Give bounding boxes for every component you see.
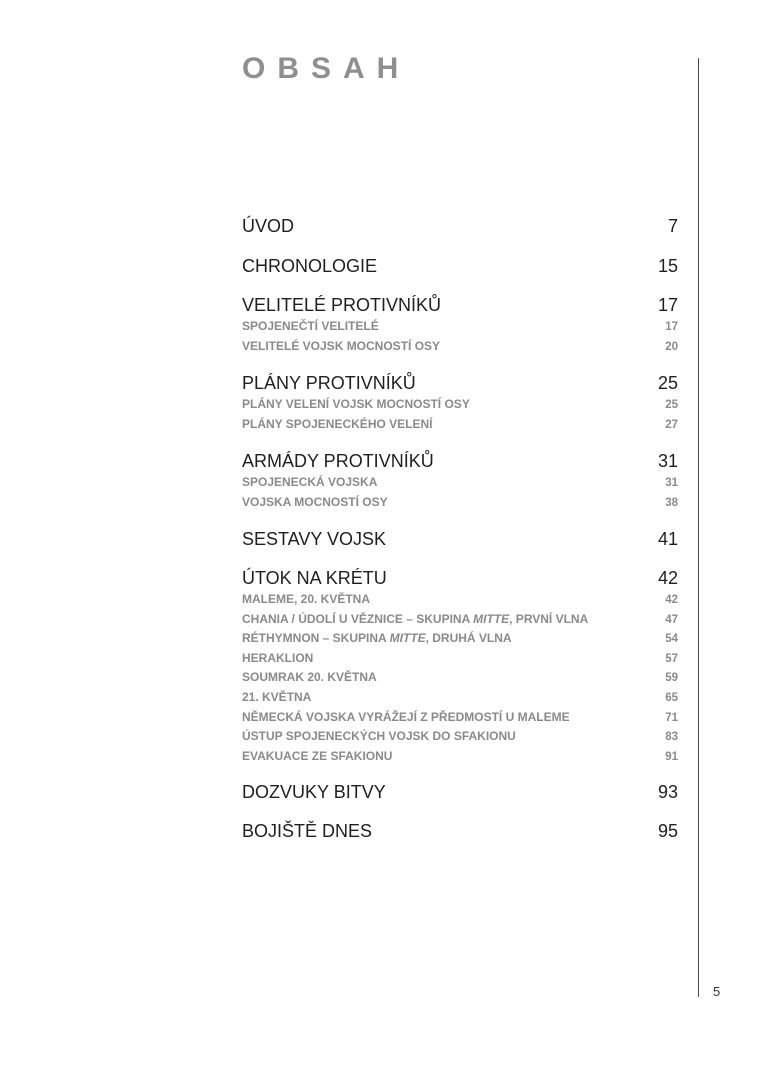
subsection-page-number: 38: [665, 496, 678, 509]
section-title: ÚVOD: [242, 216, 295, 236]
toc-entry[interactable]: [242, 567, 678, 589]
subsection-title: SOUMRAK 20. KVĚTNA: [242, 670, 377, 685]
page-title: OBSAH: [242, 52, 411, 85]
subsection-page-number: 42: [665, 594, 678, 606]
subsection-title: [242, 612, 588, 626]
subsection-page-number: 20: [665, 340, 678, 353]
section-title: DOZVUKY BITVY: [242, 782, 386, 802]
section-title: ARMÁDY PROTIVNÍKŮ: [242, 451, 434, 471]
italic-text: MITTE: [473, 611, 510, 626]
text-segment: CHANIA / ÚDOLÍ U VĚZNICE – SKUPINA: [242, 611, 474, 626]
subsection-title: 21. KVĚTNA: [242, 690, 312, 704]
subsection-title: PLÁNY SPOJENECKÉHO VELENÍ: [242, 416, 433, 431]
section-page-number: 17: [657, 295, 678, 315]
section-page-number: 15: [657, 256, 678, 276]
subsection-page-number: 91: [665, 750, 678, 763]
text-segment: RÉTHYMNON – SKUPINA: [242, 631, 390, 646]
toc-subentry[interactable]: [242, 592, 678, 606]
subsection-title: NĚMECKÁ VOJSKA VYRÁŽEJÍ Z PŘEDMOSTÍ U MALEME: [242, 709, 570, 724]
toc-subentry[interactable]: [242, 319, 678, 333]
subsection-title: VOJSKA MOCNOSTÍ OSY: [242, 494, 388, 509]
table-of-contents: [242, 0, 678, 1071]
toc-entry[interactable]: [242, 372, 678, 394]
toc-subentry[interactable]: [242, 710, 678, 724]
section-title: SESTAVY VOJSK: [242, 529, 387, 549]
subsection-page-number: 65: [665, 692, 678, 704]
section-page-number: 93: [657, 782, 678, 802]
toc-subentry[interactable]: [242, 729, 678, 743]
toc-entry[interactable]: [242, 294, 678, 316]
subsection-page-number: 27: [665, 418, 678, 431]
subsection-page-number: 17: [665, 321, 678, 333]
toc-entry[interactable]: [242, 820, 678, 842]
subsection-page-number: 47: [665, 613, 678, 626]
text-segment: , PRVNÍ VLNA: [509, 611, 589, 626]
toc-subentry[interactable]: [242, 690, 678, 704]
section-title: CHRONOLOGIE: [242, 256, 378, 276]
toc-subentry[interactable]: [242, 339, 678, 353]
section-page-number: 95: [657, 821, 678, 841]
toc-subentry[interactable]: [242, 417, 678, 431]
section-page-number: 31: [657, 451, 678, 471]
toc-subentry[interactable]: [242, 612, 678, 626]
subsection-title: VELITELÉ VOJSK MOCNOSTÍ OSY: [242, 338, 441, 353]
toc-subentry[interactable]: [242, 651, 678, 665]
subsection-page-number: 25: [665, 399, 678, 411]
section-page-number: 41: [657, 529, 678, 549]
page-number: 5: [713, 984, 721, 999]
subsection-page-number: 59: [665, 672, 678, 685]
section-page-number: 42: [657, 568, 678, 588]
toc-entry[interactable]: [242, 450, 678, 472]
subsection-page-number: 83: [665, 731, 678, 744]
subsection-title: ÚSTUP SPOJENECKÝCH VOJSK DO SFAKIONU: [242, 729, 516, 744]
section-title: BOJIŠTĚ DNES: [242, 821, 373, 841]
toc-entry[interactable]: [242, 215, 678, 237]
toc-entry[interactable]: [242, 528, 678, 550]
subsection-page-number: 57: [665, 652, 678, 665]
subsection-title: MALEME, 20. KVĚTNA: [242, 592, 371, 606]
subsection-title: HERAKLION: [242, 650, 314, 665]
section-page-number: 7: [667, 216, 678, 236]
section-page-number: 25: [657, 373, 678, 393]
toc-entry[interactable]: [242, 255, 678, 277]
section-title: VELITELÉ PROTIVNÍKŮ: [242, 295, 442, 315]
section-title: ÚTOK NA KRÉTU: [242, 568, 387, 588]
subsection-title: PLÁNY VELENÍ VOJSK MOCNOSTÍ OSY: [242, 397, 470, 411]
subsection-page-number: 71: [665, 711, 678, 724]
subsection-title: [242, 631, 512, 645]
subsection-page-number: 31: [665, 477, 678, 489]
subsection-title: EVAKUACE ZE SFAKIONU: [242, 748, 393, 763]
toc-subentry[interactable]: [242, 397, 678, 411]
text-segment: , DRUHÁ VLNA: [425, 631, 512, 646]
toc-subentry[interactable]: [242, 631, 678, 645]
subsection-title: SPOJENEČTÍ VELITELÉ: [242, 319, 379, 333]
vertical-rule: [698, 58, 699, 997]
toc-subentry[interactable]: [242, 670, 678, 684]
toc-subentry[interactable]: [242, 749, 678, 763]
italic-text: MITTE: [389, 631, 426, 646]
subsection-page-number: 54: [665, 633, 678, 646]
subsection-title: SPOJENECKÁ VOJSKA: [242, 475, 378, 489]
toc-entry[interactable]: [242, 781, 678, 803]
toc-subentry[interactable]: [242, 475, 678, 489]
toc-subentry[interactable]: [242, 495, 678, 509]
section-title: PLÁNY PROTIVNÍKŮ: [242, 373, 416, 393]
